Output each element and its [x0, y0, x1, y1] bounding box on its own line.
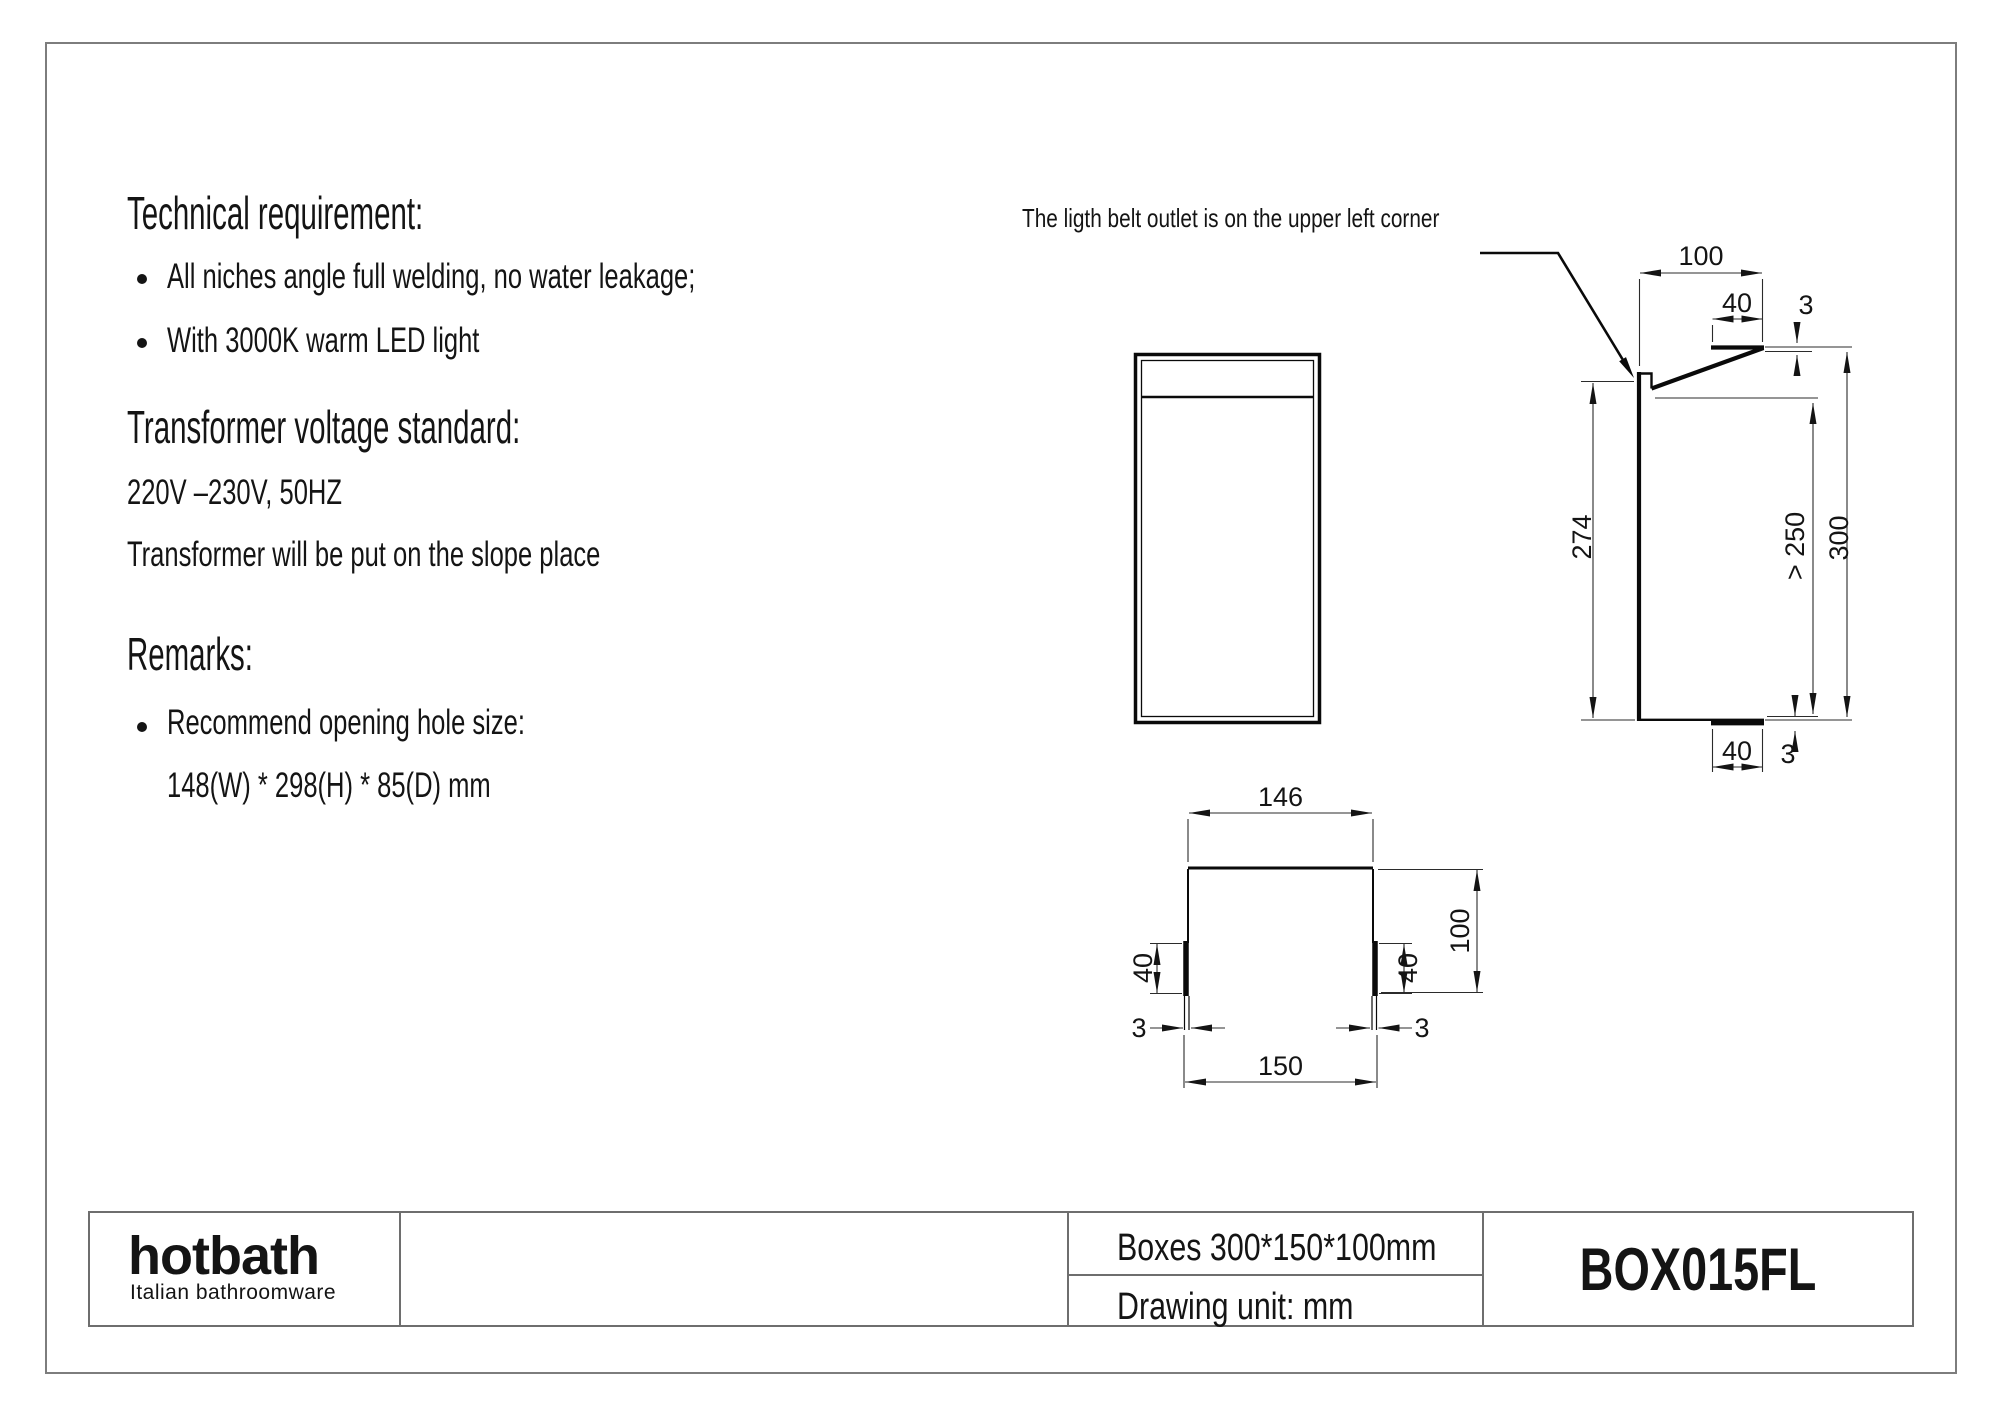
dim-side-back-height: 274	[1567, 514, 1597, 560]
dim-side-top-thickness: 3	[1798, 290, 1814, 320]
drawing-unit: Drawing unit: mm	[1117, 1286, 1354, 1328]
tech-requirement-bullet-2: With 3000K warm LED light	[167, 321, 480, 360]
dim-side-bottom-flange: 40	[1721, 736, 1753, 766]
transformer-heading: Transformer voltage standard:	[127, 401, 521, 453]
note-leader-line	[1480, 253, 1634, 378]
bottom-view-dimensions	[1128, 782, 1483, 1088]
title-block-divider	[399, 1213, 401, 1325]
title-block-divider	[1067, 1213, 1069, 1325]
remarks-hole-size: 148(W) * 298(H) * 85(D) mm	[167, 766, 491, 805]
dim-bottom-outer-width: 150	[1257, 1051, 1304, 1081]
title-block-divider	[1067, 1274, 1484, 1276]
dim-bottom-left-thickness: 3	[1131, 1013, 1147, 1043]
front-view-inner-frame	[1142, 361, 1314, 717]
side-view-dimensions	[1567, 241, 1854, 772]
dim-side-bottom-thickness: 3	[1780, 739, 1796, 769]
brand-subtitle: Italian bathroomware	[130, 1281, 337, 1304]
dim-side-total-height: 300	[1824, 515, 1854, 561]
bottom-view	[1185, 868, 1377, 1030]
remarks-bullet-1: Recommend opening hole size:	[167, 703, 525, 742]
dim-bottom-right-thickness: 3	[1414, 1013, 1430, 1043]
remarks-heading: Remarks:	[127, 628, 253, 680]
title-block	[88, 1211, 1914, 1327]
dim-side-min-clearance: > 250	[1780, 511, 1810, 581]
brand-name: hotbath	[128, 1226, 319, 1286]
product-description: Boxes 300*150*100mm	[1117, 1227, 1437, 1269]
dim-side-top-width: 100	[1678, 241, 1724, 271]
front-view	[1136, 355, 1320, 723]
tech-requirement-heading: Technical requirement:	[127, 187, 424, 239]
title-block-divider	[1482, 1213, 1484, 1325]
dim-bottom-depth: 100	[1445, 908, 1475, 954]
transformer-voltage-line: 220V –230V, 50HZ	[127, 473, 342, 512]
light-belt-note: The ligth belt outlet is on the upper left corner	[1022, 203, 1440, 233]
transformer-placement-line: Transformer will be put on the slope place	[127, 535, 601, 574]
product-code: BOX015FL	[1579, 1235, 1817, 1303]
dim-bottom-right-flange: 40	[1393, 952, 1423, 984]
dim-bottom-left-flange: 40	[1128, 952, 1158, 984]
front-view-outer-frame	[1136, 355, 1320, 723]
dim-side-top-flange: 40	[1721, 288, 1753, 318]
tech-requirement-bullet-1: All niches angle full welding, no water leakage;	[167, 257, 696, 296]
side-slope	[1652, 348, 1764, 389]
side-view	[1637, 348, 1764, 724]
leader-arrow-icon	[1619, 357, 1634, 378]
dim-bottom-inner-width: 146	[1257, 782, 1304, 812]
